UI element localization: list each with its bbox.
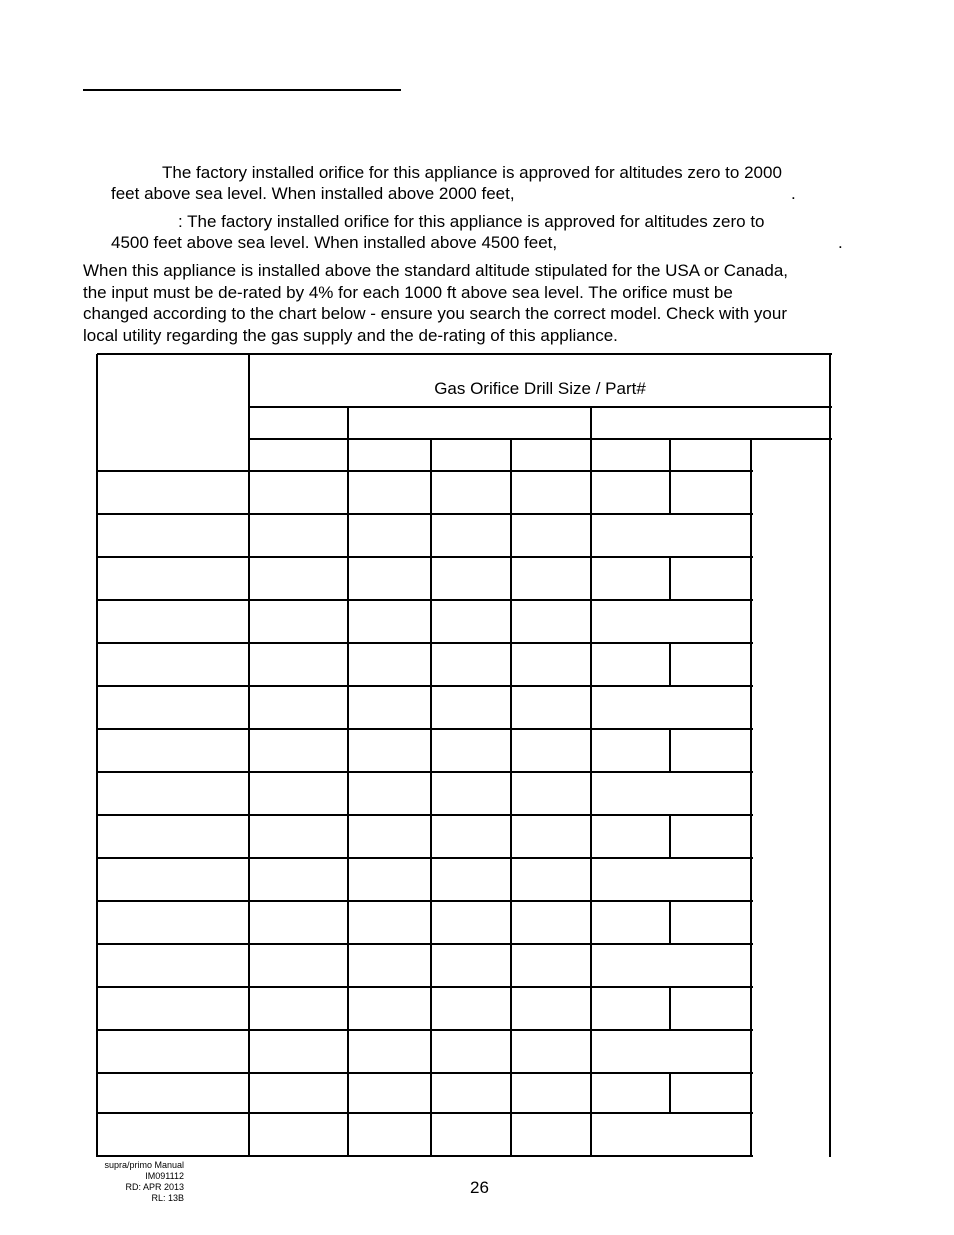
table-rule bbox=[97, 1155, 753, 1157]
table-rule bbox=[97, 470, 753, 472]
table-rule bbox=[347, 407, 349, 1157]
table-rule bbox=[97, 814, 753, 816]
meta-line: supra/primo Manual bbox=[104, 1160, 184, 1170]
table-rule bbox=[669, 987, 671, 1031]
table-rule bbox=[669, 815, 671, 859]
usa-note-line-2: feet above sea level. When installed above 2000 feet, bbox=[111, 184, 515, 203]
canada-note-line-2: 4500 feet above sea level. When installed above 4500 feet, bbox=[111, 233, 558, 252]
table-rule bbox=[750, 439, 752, 1157]
meta-line: IM091112 bbox=[145, 1171, 184, 1181]
table-rule bbox=[97, 642, 753, 644]
table-rule bbox=[97, 556, 753, 558]
table-rule bbox=[510, 439, 512, 1157]
table-rule bbox=[97, 685, 753, 687]
table-rule bbox=[97, 1029, 753, 1031]
table-rule bbox=[96, 354, 98, 1157]
table-rule bbox=[829, 354, 831, 1157]
derate-paragraph-line: the input must be de-rated by 4% for each 1000 ft above sea level. The orifice must be bbox=[83, 283, 733, 302]
table-rule bbox=[97, 986, 753, 988]
table-rule bbox=[97, 771, 753, 773]
table-rule bbox=[248, 354, 250, 1157]
table-rule bbox=[97, 513, 753, 515]
table-rule bbox=[669, 643, 671, 687]
table-rule bbox=[669, 1073, 671, 1114]
table-rule bbox=[97, 599, 753, 601]
table-rule bbox=[97, 353, 832, 355]
table-rule bbox=[97, 728, 753, 730]
document-meta bbox=[84, 1160, 184, 1204]
table-rule bbox=[97, 900, 753, 902]
table-rule bbox=[249, 438, 832, 440]
table-rule bbox=[97, 857, 753, 859]
section-heading-rule bbox=[83, 89, 401, 91]
table-rule bbox=[97, 1072, 753, 1074]
table-rule bbox=[249, 406, 832, 408]
usa-note-line-1: The factory installed orifice for this appliance is approved for altitudes zero to 2000 bbox=[162, 163, 782, 182]
table-rule bbox=[430, 439, 432, 1157]
table-rule bbox=[97, 1112, 753, 1114]
page-number: 26 bbox=[470, 1178, 489, 1197]
table-rule bbox=[590, 407, 592, 1157]
table-rule bbox=[669, 471, 671, 515]
canada-note-line-2-end: . bbox=[838, 233, 843, 252]
meta-line: RL: 13B bbox=[151, 1193, 184, 1203]
usa-note-line-2-end: . bbox=[791, 184, 796, 203]
canada-note-line-1: : The factory installed orifice for this appliance is approved for altitudes zero to bbox=[178, 212, 765, 231]
table-rule bbox=[97, 943, 753, 945]
meta-line: RD: APR 2013 bbox=[125, 1182, 184, 1192]
table-rule bbox=[669, 439, 671, 472]
table-rule bbox=[669, 901, 671, 945]
derate-paragraph-line: When this appliance is installed above the standard altitude stipulated for the USA or Canada, bbox=[83, 261, 788, 280]
derate-paragraph-line: local utility regarding the gas supply and the de-rating of this appliance. bbox=[83, 326, 618, 345]
derate-paragraph-line: changed according to the chart below - ensure you search the correct model. Check with your bbox=[83, 304, 787, 323]
table-header-title: Gas Orifice Drill Size / Part# bbox=[434, 379, 646, 398]
table-rule bbox=[669, 729, 671, 773]
table-rule bbox=[669, 557, 671, 601]
